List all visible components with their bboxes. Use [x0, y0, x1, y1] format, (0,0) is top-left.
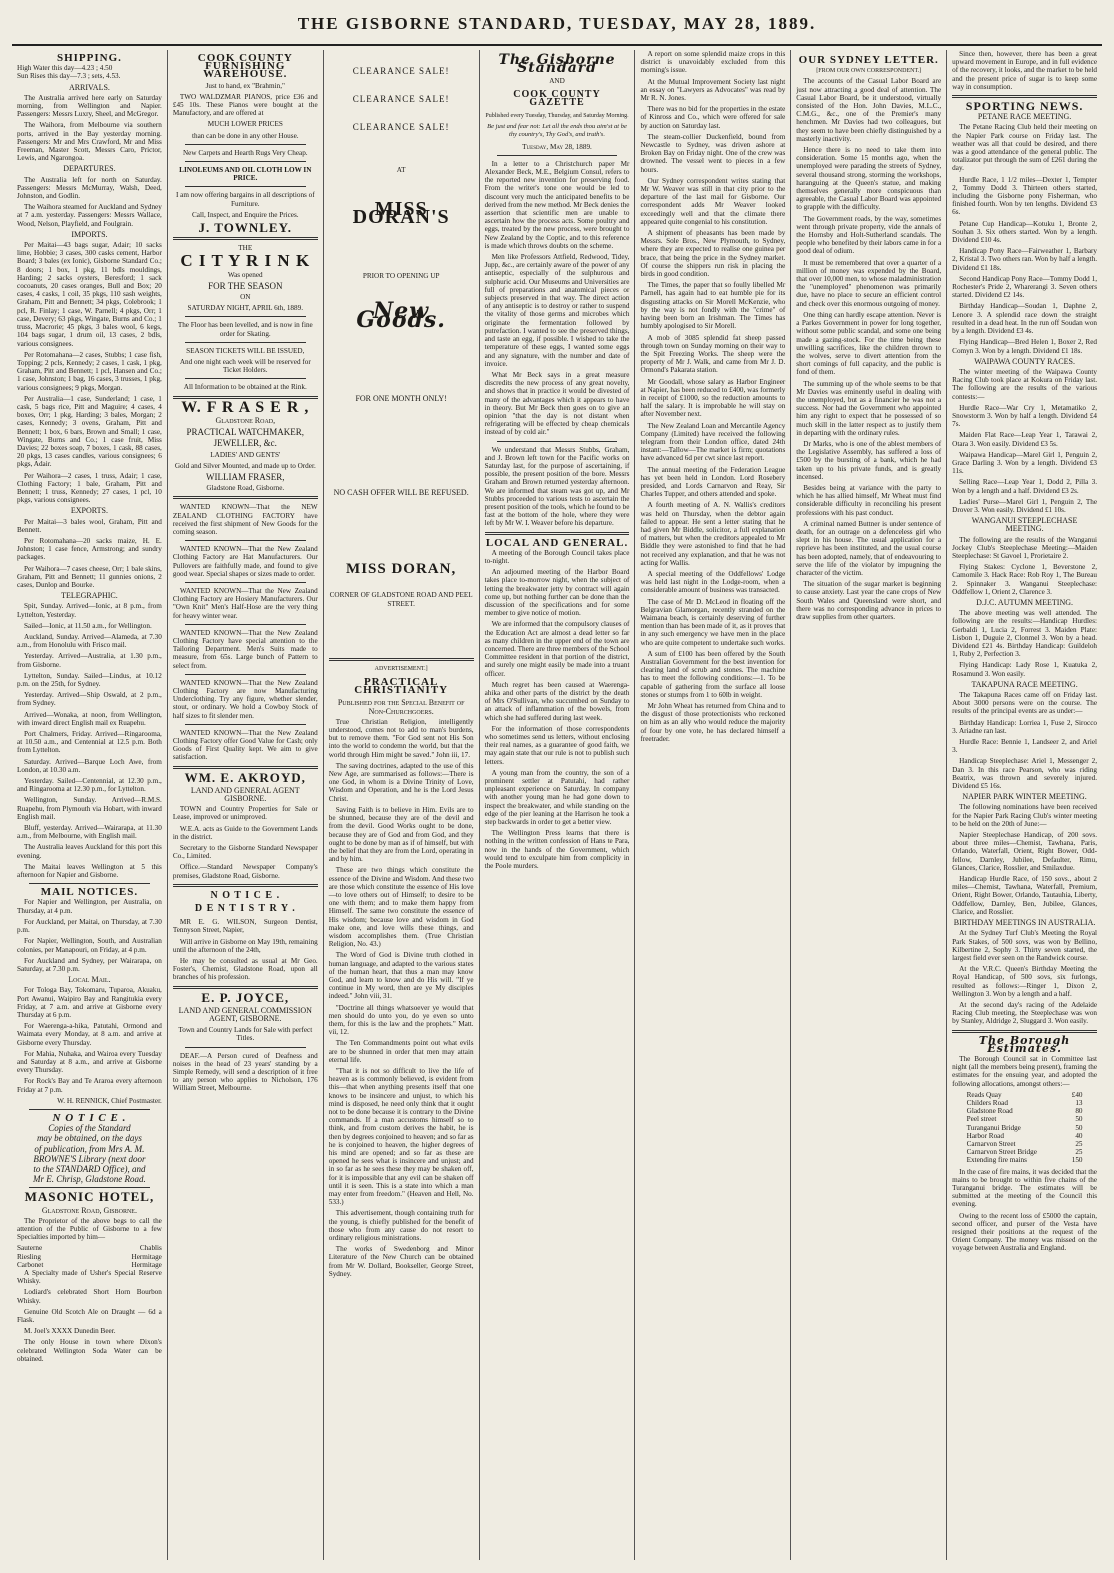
- napier-heading: NAPIER PARK WINTER MEETING.: [962, 792, 1087, 802]
- sun-times: Sun Rises this day—7.3 ; sets, 4.53.: [17, 72, 121, 81]
- divider: [185, 378, 306, 379]
- ad-line: LINOLEUMS AND OIL CLOTH LOW IN PRICE.: [179, 166, 312, 183]
- paragraph: The Waihora, from Melbourne via southern ports, arrived in the Bay yesterday morning. Passengers: Mr and Mrs Crawford, Mr and Miss Freeman, Master Scott, Messrs Caro, Prictor, Lewis, and Ngarongoa.: [17, 121, 162, 163]
- paragraph: These are two things which constitute the essence of the Divine and Wisdom. And these two are those which constitute the essence of His love—to love others out of Himself; to desire to be one with them; and to make them happy from Himself. The same two constitute the essence of His wisdom; because love and wisdom in God make one, and love wills these things, and wisdom accomplishes them. (True Christian Religion, No. 43.): [328, 866, 474, 949]
- paragraph: The Wellington Press learns that there is nothing in the written confession of Hans te Para, now in the hands of the Government, which would tend to exculpate him from complicity in the Poole murders.: [484, 829, 630, 871]
- paragraph: At the Mutual Improvement Society last night an essay on "Lawyers as Advocates" was read by Mr R. N. Jones.: [640, 77, 786, 103]
- paragraph: Wellington, Sunday. Arrived—R.M.S. Ruapehu, from Plymouth via Hobart, with inward English mail.: [17, 796, 162, 821]
- divider: [185, 186, 306, 187]
- table-row: [967, 1148, 1083, 1156]
- column-clearance-sale: [324, 50, 480, 1560]
- paragraph: Hurdle Race—War Cry 1, Metamatiko 2, Snowstorm 3. Won by half a length. Dividend £4 7s.: [952, 403, 1098, 429]
- paragraph: Per Waihora—2 cases, 1 truss, Adair; 1 case, Clothing Factory; 1 bale, Graham, Pitt and Bennett; 1 truss, Kennedy; 27 cases, 1 pcl, 10 pkgs, various consignees.: [17, 471, 162, 505]
- estimate-name: Reads Quay: [966, 1090, 1002, 1099]
- paragraph: The steam-collier Duckenfield, bound from Newcastle to Sydney, was driven ashore at Broken Bay on Friday night. One of the crew was drowned. The vessel went to pieces in a few hours.: [640, 132, 786, 174]
- paragraph: The above meeting was well attended. The following are the results:—Handicap Hurdles: Gerbaldi 1, Lucia 2, Forrest 3. Maiden Plate: Lisbon 1, Duguie 2, Clonmel 3. Won by a head. Dividend £21 4s. Birthday Handicap: Guildeloh 1, Ruby 2, Perfection 3.: [952, 609, 1098, 659]
- divider: [497, 441, 618, 442]
- ad-line: Call, Inspect, and Enquire the Prices.: [191, 210, 299, 219]
- motto: Be just and fear not: Let all the ends thou aim'st at be thy country's, Thy God's, and truth's.: [487, 123, 627, 139]
- ad-line: Town and Country Lands for Sale with perfect Titles.: [178, 1026, 313, 1043]
- high-water: High Water this day—4.23 ; 4.50: [17, 64, 113, 73]
- paragraph: Handicap Pony Race—Fairweather 1, Barbary 2, Kristal 3. Two others ran. Won by half a length. Dividend £1 18s.: [952, 247, 1098, 272]
- miss-doran-heading: MISS DORAN'S: [352, 197, 450, 229]
- paragraph: Per Rotomahana—20 sacks maize, H. E. Johnston; 1 case fence, Armstrong; and sundry packages.: [17, 536, 162, 562]
- paragraph: In a letter to a Christchurch paper Mr Alexander Beck, M.E., Belgium Consul, refers to the reported new invention for preserving food. From the writer's tone one would be led to discount very much the anticipated benefits to be derived from the new method. Mr Beck denies the assertion that scientific men are unable to ascertain how the process acts. Some poultry and eggs, treated by the new process, were brought to New Zealand by the Coptic, and to this reference is made which throws doubts on the scheme.: [484, 159, 630, 250]
- paragraph: Port Chalmers, Friday. Arrived—Ringarooma, at 10.50 a.m., and Centennial at 12.5 p.m. Both from Lyttelton.: [17, 730, 162, 755]
- paragraph: The winter meeting of the Waipawa County Racing Club took place at Kokura on Friday last. The following are the results of the various contests:—: [952, 367, 1098, 401]
- paragraph: A meeting of the Borough Council takes place to-night.: [484, 548, 630, 565]
- paragraph: Mr John Wheat has returned from China and to the disgust of those protectionists who reckoned on him as an ally who would reduce the majority of four by one vote, he has declared himself a freetrader.: [640, 702, 786, 743]
- paragraph: A criminal named Buttner is under sentence of death, for an outrage on a defenceless girl who slept in his house. The usual application for a reprieve has been instituted, and the usual course has been adopted, namely, that of endeavouring to serve the life of the violator by impugning the character of the victim.: [796, 519, 942, 577]
- column-local-news: [635, 50, 791, 1560]
- estimate-name: Harbor Road: [966, 1131, 1004, 1140]
- paragraph: The Takapuna Races came off on Friday last. About 3000 persons were on the course. The results of the principal events are as under:—: [952, 691, 1098, 716]
- ad-line: Gold and Silver Mounted, and made up to Order.: [174, 461, 316, 470]
- column-shipping: [12, 50, 168, 1560]
- paragraph: For Napier, Wellington, South, and Australian colonies, per Manapouri, on Friday, at 4 p.m.: [17, 937, 162, 954]
- paragraph: Per Australia—1 case, Sunderland; 1 case, 1 cask, 5 bags rice, Pitt and Maguire; 4 cases, 4 boxes, Orr; 1 pkg, Harding; 3 bales, Morgan; 2 cases, Kennedy; 3 ovens, Graham, Pitt and Bennett; 1 box, 6 bars, Brown and Small; 1 case, Wingate, Burns and Co.; 1 case fruit, Miss Davies; 22 boxes soap, 7 boxes, 1 cask, 88 cases, 20 pkgs, 13 cases candles, various consignees; 6 pkgs, Adair.: [17, 394, 162, 469]
- estimate-amount: 25: [1075, 1139, 1083, 1148]
- ad-line: SATURDAY NIGHT, APRIL 6th, 1889.: [187, 304, 304, 313]
- paragraph: The saving doctrines, adapted to the use of this New Age, are summarised as follows:—There is one God, in whom is a Divine Trinity of Love, Wisdom and Operation, and he is the Lord Jesus Christ.: [328, 761, 474, 803]
- paragraph: The Petane Racing Club held their meeting on the Napier Park course on Friday last. The weather was all that could be desired, and there was a good attendance of the general public. The totalizator put through the sum of £261 during the day.: [952, 123, 1098, 173]
- table-row: [967, 1107, 1083, 1115]
- paragraph: MR E. G. WILSON, Surgeon Dentist, Tennyson Street, Napier,: [172, 918, 318, 935]
- paragraph: There was no bid for the properties in the estate of Kinross and Co., which were offered for sale by auction on Saturday last.: [640, 105, 786, 130]
- paragraph: Selling Race—Leap Year 1, Dodd 2, Pilla 3. Won by a length and a half. Dividend £3 2s.: [952, 478, 1098, 495]
- ad-line: New Carpets and Hearth Rugs Very Cheap.: [182, 148, 308, 157]
- paragraph: Hurdle Race: Bennie 1, Landseer 2, and Ariel 3.: [952, 738, 1098, 755]
- local-general-heading: LOCAL AND GENERAL.: [485, 536, 629, 549]
- paragraph: A fourth meeting of A. N. Wallis's creditors was held on Thursday, when the debtor again failed to appear. He sent a letter stating that he had given Mr Biddle, solicitor, a full explanation of matters, but when the creditors appealed to Mr Biddle they were astonished to find that he had not received any explanation, and that he was not acting for Wallis.: [640, 501, 786, 567]
- notice-line: BROWNE'S Library (next door: [33, 1153, 146, 1164]
- masonic-address: Gladstone Road, Gisborne.: [41, 1205, 137, 1215]
- estimate-amount: 50: [1075, 1123, 1083, 1132]
- local-mail-heading: Local Mail.: [68, 975, 111, 985]
- masonic-hotel-heading: MASONIC HOTEL,: [24, 1189, 155, 1205]
- paragraph: At the Sydney Turf Club's Meeting the Royal Park Stakes, of 500 sovs, was won by Bellino, Kilbertine 2, Sophy 3. Thirty seven started, the largest field ever seen on the Randwick course.: [952, 929, 1098, 962]
- paragraph: Birthday Handicap—Soudan 1, Daphne 2, Lenore 3. A splendid race down the straight resulted in a dead heat. In the run off Soudan won by a length. Dividend £3 4s.: [952, 302, 1098, 336]
- paragraph: Hurdle Race, 1 1/2 miles—Dexter 1, Tempter 2, Tommy Dodd 3. Thirteen others started, including the Gisborne pony Fisherman, who finished fourth. Won by ten lengths. Dividend £3 6s.: [952, 175, 1098, 217]
- wine-list: [17, 1244, 162, 1269]
- estimate-amount: 25: [1075, 1148, 1083, 1157]
- paragraph: Petane Cup Handicap—Kotuku 1, Bronte 2, Souhan 3. Six others started. Won by a length. Dividend £10 4s.: [952, 219, 1098, 245]
- paragraph: A sum of £100 has been offered by the South Australian Government for the best invention for clearing land of scrub and stones. The machine has to meet the following conditions:—1. To be capable of gathering from the surface all loose stones or stumps from 1 to 60lb in weight.: [640, 649, 786, 699]
- borough-estimates-heading: The Borough Estimates.: [978, 1033, 1071, 1055]
- table-row: [967, 1156, 1083, 1164]
- paragraph: WANTED KNOWN—That the NEW ZEALAND CLOTHING FACTORY have received the first shipment of New Goods for the coming season.: [172, 503, 318, 536]
- clearance-line: CLEARANCE SALE!: [352, 94, 450, 105]
- paragraph: A young man from the country, the son of a prominent settler at Patutahi, had rather unpleasant experience on Saturday. In company with another young man he had gone down to inspect the breakwater, and while standing on the edge of the pier leaning at the Harrison he took a step backwards in order to get a better view.: [484, 768, 630, 827]
- paragraph: Handicap Hurdle Race, of 150 sovs., about 2 miles—Chemist, Tawhana, Waterfall, Premium, Orient, Right Bower, Orlando, Tautauhia, Liberty, Oddfellow, Darnley, Ben, Jubilee, Glances, Clarice, and Rosslier.: [952, 875, 1098, 916]
- paragraph: Per Waihora—7 cases cheese, Orr; 1 bale skins, Graham, Pitt and Bennett; 11 gunnies onions, 2 cases, Dunlop and Bourke.: [17, 564, 162, 589]
- shipping-heading: SHIPPING.: [56, 52, 122, 64]
- paragraph: He may be consulted as usual at Mr Geo. Foster's, Chemist, Gladstone Road, upon all branches of his profession.: [172, 957, 318, 982]
- paragraph: At the V.R.C. Queen's Birthday Meeting the Royal Handicap, of 500 sovs, six furlongs, resulted as follows:—Ringer 1, Dixon 2, Wellington 3. Won by a length and a half.: [952, 965, 1098, 998]
- paragraph: M. Joel's XXXX Dunedin Beer.: [24, 1327, 116, 1336]
- paragraph: DEAF.—A Person cured of Deafness and noises in the head of 23 years' standing by a Simple Remedy, will send a description of it free to any person who applies to Nicholson, 176 William Street, Melbourne.: [172, 1051, 318, 1093]
- estimate-amount: 13: [1075, 1098, 1083, 1107]
- departures-heading: DEPARTURES.: [63, 164, 116, 174]
- ad-line: SEASON TICKETS WILL BE ISSUED,: [186, 346, 305, 355]
- joyce-heading: E. P. JOYCE,: [201, 989, 290, 1005]
- paragraph: The case of Mr D. McLeod in floating off the Belgravian Glamorgan, recently stranded on the Waimana beach, is certainly deserving of further mention than has been made of it, as it proves that in any such emergency we have men in the place who are quite competent to undertake such works.: [640, 597, 786, 647]
- paragraph: Napier Steeplechase Handicap, of 200 sovs. about three miles—Chemist, Tawhana, Paris, Orlando, Waterfall, Orient, Right Bower, Odd-fellow, Darnley, Jubilee, Defaulter, Rimu, Glances, Clarice, Rosslier, and Smilaxdue.: [952, 831, 1098, 872]
- paragraph: Spit, Sunday. Arrived—Ionic, at 8 p.m., from Lyttelton, Yesterday.: [17, 602, 162, 619]
- notice-line: Mr E. Chrisp, Gladstone Road.: [33, 1174, 146, 1185]
- publication-note: Published every Tuesday, Thursday, and Saturday Morning.: [485, 113, 629, 120]
- divider: [29, 883, 150, 884]
- ad-line: Gladstone Road, Gisborne.: [206, 484, 285, 493]
- wine-item: Chablis: [139, 1244, 162, 1253]
- practical-christianity-heading: PRACTICAL CHRISTIANITY: [354, 676, 449, 697]
- table-row: [967, 1124, 1083, 1132]
- estimate-name: Carnarvon Street: [966, 1139, 1016, 1148]
- paragraph: Men like Professors Attfield, Redwood, Tidey, Jupp, &c., are certainly aware of the power of any antiseptic, especially of the sulphurous and sulphuric acid. Our Museums and Universities are full of preparations and anatomical pieces or subjects preserved in that way. The direct action of any antiseptic is to destroy or rather to suspend the vitality of those germs and microbes which originate the fermentation followed by putrefaction. I wanted to see the preserved things, and taste an egg, if possible. I wished to take the temperature of these eggs, I wanted some eggs and any signature, with the number and date of invoice.: [484, 253, 630, 368]
- wine-item: Riesling: [17, 1252, 41, 1261]
- paragraph: A shipment of pheasants has been made by Messrs. Sole Bros., New Plymouth, to Sydney, where they are expected to realise one guinea per brace, that being the price in the Sydney market. Of course the shippers run risk in placing the birds in good condition.: [640, 229, 786, 279]
- estimate-name: Gladstone Road: [966, 1107, 1013, 1116]
- paragraph: For Tologa Bay, Tokomaru, Tuparoa, Akuaku, Port Awanui, Waipiro Bay and Rangitukia every Friday, at 7 a.m. and arrive at Gisborne every Thursday at 6 p.m.: [17, 986, 162, 1019]
- paragraph: True Christian Religion, intelligently understood, comes not to add to man's burdens, but to remove them. "For God sent not His Son into the world to condemn the world, but that the world through Him might be saved." John iii, 17.: [328, 717, 474, 759]
- paragraph: The Australia left for north on Saturday. Passengers: Messrs McMurray, Walsh, Deed, Johnston, and Godlin.: [17, 175, 162, 201]
- paragraph: One thing can hardly escape attention. Never is a Parkes Government in power for long together, without some public scandal, and some one being made a gazing-stock. For the time being these unwilling sacrifices, like the children thrown to the wolves, serve to divert attention from the short comings of full capacity, and the public is fond of them.: [796, 310, 942, 377]
- paragraph: Sailed—Ionic, at 11.50 a.m., for Wellington.: [24, 621, 152, 630]
- paragraph: The summing up of the whole seems to be that Mr Davies was eminently useful in dealing with the unemployed, but as a financier he was not a success. Nor had the Government who appointed him any right to expect that he possessed of so much skill in the latter respect as to justify them in departing with the ordinary rules.: [796, 379, 942, 437]
- paragraph: For Rock's Bay and Te Araroa every afternoon Friday at 7 p.m.: [17, 1077, 162, 1094]
- cook-county-heading: COOK COUNTY FURNISHING WAREHOUSE.: [197, 52, 293, 81]
- divider: [497, 155, 618, 156]
- column-editorial: [480, 50, 636, 1560]
- paragraph: Saturday. Arrived—Barque Loch Awe, from London, at 10.30 a.m.: [17, 757, 162, 774]
- takapuna-heading: TAKAPUNA RACE MEETING.: [971, 679, 1078, 689]
- notice-line: of publication, from Mrs A. M.: [34, 1143, 145, 1154]
- paragraph: This advertisement, though containing truth for the young, is chiefly published for the benefit of those who from any cause do not resort to ordinary religious ministrations.: [328, 1209, 474, 1243]
- divider: [185, 624, 306, 625]
- paragraph: The Australia leaves Auckland for this port this evening.: [17, 843, 162, 860]
- paragraph: The works of Swedenborg and Minor Literature of the New Church can be obtained from Mr W. Dollard, Bookseller, George Street, Sydney.: [328, 1245, 474, 1278]
- paragraph: We understand that Messrs Stubbs, Graham, and J. Brown left town for the Pacific works on Saturday last, for the purpose of ascertaining, if possible, the present position of the bore. Messrs Graham and Brown returned yesterday afternoon. We are informed that steam was got up, and Mr Stubbs proceeded to various tests to ascertain the present position of the tools, which he found to be fast at the bottom of the hole, where they were left by Mr W. I. Weaver before his departure.: [484, 445, 630, 528]
- paragraph: For Mahia, Nuhaka, and Wairoa every Tuesday and Saturday at 8 a.m., and arrive at Gisborne every Thursday.: [17, 1049, 162, 1075]
- table-row: [967, 1091, 1083, 1099]
- paragraph: The accounts of the Casual Labor Board are just now attracting a good deal of attention. The Casual Labor Board, be it understood, virtually consisted of the Hon. John Davies, M.L.C., C.M.G., &c., one of the Premier's many henchmen. Mr Davies had two colleagues, but they seem to have been chiefly distinguished by a masterly inactivity.: [796, 77, 942, 143]
- practical-subheading: Published for the Special Benefit of Non-Churchgoers.: [337, 698, 465, 716]
- wine-item: Carbonet: [17, 1260, 44, 1269]
- paragraph: Saving Faith is to believe in Him. Evils are to be shunned, because they are of the devil and from the devil. Good Works ought to be done, because they are of God and from God, and they ought to be done by man as if of himself, but with the belief that they are from the Lord, operating in and by him.: [328, 805, 474, 864]
- notice-heading: N O T I C E .: [52, 1111, 127, 1124]
- ad-line: MUCH LOWER PRICES: [207, 120, 283, 129]
- divider: [173, 884, 318, 887]
- paragraph: For Auckland and Sydney, per Wairarapa, on Saturday, at 7.30 p.m.: [17, 956, 162, 973]
- paragraph: Office.—Standard Newspaper Company's premises, Gladstone Road, Gisborne.: [172, 863, 318, 880]
- paragraph: Secretary to the Gisborne Standard Newspaper Co., Limited.: [172, 844, 318, 861]
- ad-line: FOR ONE MONTH ONLY!: [355, 393, 447, 403]
- divider: [173, 237, 318, 240]
- paragraph: Flying Handicap: Lady Rose 1, Kuatuka 2, Rosamund 3. Won easily.: [952, 661, 1098, 678]
- divider: [173, 496, 318, 499]
- paragraph: Lodiard's celebrated Short Horn Bourbon Whisky.: [17, 1288, 162, 1305]
- paragraph: Hence there is no need to take them into consideration. Some 15 months ago, when the unemployed were parading the streets of Sydney, several thousand strong, storming the workshops, haranguing at the Queen's statue, and making themselves generally more conspicuous than agreeable, the Casual Labor Board was appointed to grapple with the difficulty.: [796, 146, 942, 212]
- paragraph: A report on some splendid maize crops in this district is unavoidably excluded from this morning's issue.: [640, 50, 786, 75]
- column-sporting: [947, 50, 1102, 1560]
- sydney-letter-heading: OUR SYDNEY LETTER.: [798, 54, 939, 66]
- paragraph: WANTED KNOWN—That the New Zealand Clothing Factory offer Good Value for Cash; only Goods of First Quality kept. We aim to give satisfaction.: [172, 728, 318, 762]
- paragraph: WANTED KNOWN—That the New Zealand Clothing Factory are Hat Manufacturers. Our Pullovers are faithfully made, and found to give good wear. Special shapes or sizes made to order.: [172, 545, 318, 578]
- paragraph: "Doctrine all things whatsoever ye would that men should do unto you, do ye even so unto them, for this is the law and the prophets." Matt. vii, 12.: [328, 1003, 474, 1037]
- ad-line: All Information to be obtained at the Rink.: [183, 383, 307, 392]
- fraser-address: Gladstone Road,: [215, 415, 276, 425]
- paragraph: W.E.A. acts as Guide to the Government Lands in the district.: [172, 824, 318, 841]
- paragraph: Since then, however, there has been a great upward movement in Europe, and in full evidence of the recovery, it looks, and the market to be held and the present price of sugar is to keep some way in consumption.: [952, 50, 1098, 91]
- paragraph: TOWN and Country Properties for Sale or Lease, improved or unimproved.: [172, 805, 318, 822]
- divider: [185, 582, 306, 583]
- paragraph: Ladies' Purse—Marel Girl 1, Penguin 2, The Drover 3. Won easily. Dividend £1 10s.: [952, 497, 1098, 514]
- estimate-name: Turanganui Bridge: [966, 1123, 1021, 1132]
- paragraph: Dr Marks, who is one of the ablest members of the Legislative Assembly, has suffered a loss of £500 by the bursting of a bank, which he had taken up to his private funds, and is greatly incensed.: [796, 439, 942, 481]
- city-rink-heading: C I T Y R I N K: [180, 251, 311, 271]
- paragraph: Will arrive in Gisborne on May 19th, remaining until the afternoon of the 24th,: [172, 937, 318, 954]
- paragraph: WANTED KNOWN—That the New Zealand Clothing Factory have special attention to the Tailoring Department. Men's Suits made to measure, from 65s. Large bunch of Pattern to select from.: [172, 628, 318, 670]
- paragraph: The Word of God is Divine truth clothed in human language, and adapted to the various states of the human heart, that thus a man may know God, and learn to know and do His will. "If ye continue in My word, then are ye My disciples indeed." John viii, 31.: [328, 951, 474, 1001]
- paragraph: The Waihora steamed for Auckland and Sydney at 7 a.m. yesterday. Passengers: Messrs Wallace, Wood, Nelson, Playfield, and Foulgrain.: [17, 203, 162, 228]
- paragraph: The New Zealand Loan and Mercantile Agency Company (Limited) have received the following telegram from their London office, dated 24th instant:—Tallow—The market is firm; quotations have advanced 6d per cwt since last report.: [640, 421, 786, 463]
- ad-line: PRIOR TO OPENING UP: [362, 272, 440, 281]
- paragraph: The Borough Council sat in Committee last night (all the members being present), framing the estimates for the ensuing year, and adopted the following allocations, amongst others:—: [952, 1054, 1098, 1088]
- paragraph: A Specialty made of Usher's Special Reserve Whisky.: [17, 1269, 162, 1286]
- paragraph: Auckland, Sunday. Arrived—Alameda, at 7.30 a.m., from Honolulu with Frisco mail.: [17, 633, 162, 650]
- paper-subtitle: COOK COUNTY GAZETTE: [513, 88, 601, 108]
- estimate-amount: 150: [1071, 1156, 1083, 1165]
- estimate-amount: 50: [1075, 1115, 1083, 1124]
- paragraph: The Proprietor of the above begs to call the attention of the Public of Gisborne to a few Specialties imported by him—: [17, 1216, 162, 1242]
- paragraph: Arrived—Wonaka, at noon, from Wellington, with inward direct English mail ex Ruapehu.: [17, 710, 162, 727]
- imports-heading: IMPORTS.: [71, 229, 108, 239]
- divider: [173, 986, 318, 989]
- paragraph: Maiden Flat Race—Leap Year 1, Tarawai 2, Otara 3. Won easily. Dividend £3 5s.: [952, 431, 1098, 448]
- paragraph: For Waerenga-a-hika, Patutahi, Ormond and Waimata every Monday, at 8 a.m. and arrive at Gisborne every Thursday.: [17, 1022, 162, 1047]
- paragraph: Birthday Handicap: Lorriea 1, Fuse 2, Sirocco 3. Ariadne ran last.: [952, 718, 1098, 735]
- columns: [12, 50, 1102, 1560]
- postmaster-signature: W. H. RENNICK, Chief Postmaster.: [57, 1096, 162, 1105]
- divider: [185, 724, 306, 725]
- paragraph: For Napier and Wellington, per Australia, on Thursday, at 4 p.m.: [17, 898, 162, 915]
- paragraph: An adjourned meeting of the Harbor Board takes place to-morrow night, when the subject of letting the breakwater jetty by contract will again come up, but nothing further can be done than the discussion of the specifications and for some member to give notice of motion.: [484, 568, 630, 618]
- divider: [185, 161, 306, 162]
- divider: [485, 532, 630, 535]
- divider: [185, 144, 306, 145]
- wanganui-heading: WANGANUI STEEPLECHASE MEETING.: [971, 516, 1078, 534]
- divider: [185, 1047, 306, 1048]
- ad-line: WILLIAM FRASER,: [206, 471, 285, 482]
- wine-item: Sauterne: [17, 1244, 43, 1253]
- paragraph: At the second day's racing of the Adelaide Racing Club meeting, the Steeplechase was won by Stanley, Aldridge 2, Sluggard 3. Won easily.: [952, 1000, 1098, 1026]
- ad-line: Just to hand, ex "Brahmin,": [205, 81, 285, 90]
- paragraph: Lyttelton, Sunday. Sailed—Lindus, at 10.12 p.m. on the 25th, for Sydney.: [17, 671, 162, 689]
- birthday-heading: BIRTHDAY MEETINGS IN AUSTRALIA.: [953, 918, 1096, 928]
- paragraph: Second Handicap Pony Race—Tommy Dodd 1, Rochester's Pride 2, Wharerangi 3. Seven others started. Dividend £2 14s.: [952, 274, 1098, 300]
- paragraph: Much regret has been caused at Waerenga-ahika and other parts of the district by the death of Mrs O'Sullivan, who succumbed on Sunday to an attack of inflammation of the bowels, from which she had suffered during last week.: [484, 680, 630, 722]
- ad-line: FOR THE SEASON: [208, 280, 283, 291]
- paragraph: What Mr Beck says in a great measure discredits the new process of any great novelty, and shows that in practice it would be divested of many of the advantages which it appears to have in theory. But Mr Beck then goes on to give an opinion "that the day is not distant when refrigerating will be effected by cheap chemicals instead of by cold air.": [484, 370, 630, 437]
- divider: [29, 1187, 150, 1188]
- divider: [952, 1030, 1097, 1033]
- ad-line: The Floor has been levelled, and is now in fine order for Skating.: [177, 321, 313, 338]
- estimate-amount: 40: [1075, 1131, 1083, 1140]
- paragraph: The only House in town where Dixon's celebrated Wellington Soda Water can be obtained.: [17, 1338, 162, 1363]
- divider: [29, 1109, 150, 1110]
- paragraph: Yesterday. Arrived—Ship Oswald, at 2 p.m., from Sydney.: [17, 691, 162, 708]
- advert-label: ADVERTISEMENT.]: [374, 665, 428, 672]
- ad-line: And one night each week will be reserved for Ticket Holders.: [179, 358, 311, 375]
- joyce-subheading: LAND AND GENERAL COMMISSION AGENT, GISBORNE.: [178, 1005, 312, 1024]
- paragraph: The following are the results of the Wanganui Jockey Club's Steeplechase Meeting:—Maiden Steeplechase: St Gavoel 1, Prorietaire 2.: [952, 535, 1098, 560]
- ad-line: Was opened: [227, 270, 263, 279]
- ad-line: AND: [549, 77, 565, 86]
- estimate-name: Extending fire mains: [966, 1156, 1027, 1165]
- paragraph: Bluff, yesterday. Arrived—Wairarapa, at 11.30 a.m., from Melbourne, with English mail.: [17, 824, 162, 841]
- paragraph: For the information of those correspondents who sometimes send us letters, without enclosing their real names, as a guarantee of good faith, we may again state that our rule is not to publish such letters.: [484, 724, 630, 766]
- paragraph: TWO WALDZMAR PIANOS, price £36 and £45 10s. These Pianos were bought at the Manufactory, and are offered at: [172, 92, 318, 118]
- divider: [173, 766, 318, 769]
- estimate-name: Childers Road: [966, 1098, 1008, 1107]
- ad-line: than can be done in any other House.: [191, 131, 299, 140]
- estimates-table: [967, 1091, 1083, 1165]
- paragraph: Mr Goodall, whose salary as Harbor Engineer at Napier, has been reduced to £400, was formerly in receipt of £1000, so the reduction amounts to half the salary. It is improbable he will stay on after November next.: [640, 377, 786, 419]
- divider: [185, 342, 306, 343]
- djc-heading: D.J.C. AUTUMN MEETING.: [976, 597, 1074, 607]
- clearance-line: CLEARANCE SALE!: [352, 122, 450, 133]
- ad-line: LADIES' AND GENTS': [210, 450, 281, 459]
- paragraph: The Australia arrived here early on Saturday morning, from Wellington and Napier. Passengers: Messrs Luxry, Sheel, and McGregor.: [17, 93, 162, 119]
- paragraph: Owing to the recent loss of £5000 the captain, second officer, and purser of the Vesta have resigned their positions at the request of the Orient Company. The money was missed on the voyage between Australia and England.: [952, 1211, 1098, 1253]
- table-row: [967, 1140, 1083, 1148]
- ad-line: ON: [240, 293, 251, 302]
- akroyd-heading: WM. E. AKROYD,: [184, 769, 306, 785]
- divider: [185, 540, 306, 541]
- paragraph: Yesterday. Sailed—Centennial, at 12.30 p.m., and Ringarooma at 12.30 p.m., for Lyttelton.: [17, 777, 162, 794]
- paragraph: Yesterday. Arrived—Australia, at 1.30 p.m., from Gisborne.: [17, 652, 162, 669]
- issue-date: Tuesday, May 28, 1889.: [522, 142, 592, 151]
- mail-notices-heading: MAIL NOTICES.: [40, 886, 139, 899]
- ad-line: THE: [238, 244, 253, 253]
- paragraph: Our Sydney correspondent writes stating that Mr W. Weaver was still in that city prior to the departure of the last mail for Gisborne. Our correspondent adds Mr Weaver looked exceedingly well and that the climate there appeared quite congenial to his constitution.: [640, 176, 786, 226]
- ad-line: NO CASH OFFER WILL BE REFUSED.: [333, 488, 469, 498]
- divider: [185, 316, 306, 317]
- exports-heading: EXPORTS.: [70, 506, 108, 516]
- masthead-title: THE GISBORNE STANDARD, TUESDAY, MAY 28, 1889.: [297, 14, 817, 33]
- ad-line: CORNER OF GLADSTONE ROAD AND PEEL STREET.: [329, 591, 473, 608]
- akroyd-subheading: LAND AND GENERAL AGENT GISBORNE.: [190, 785, 300, 803]
- column-advertisements: [168, 50, 324, 1560]
- townley-signature: J. TOWNLEY.: [198, 220, 293, 236]
- paragraph: Per Maitai—43 bags sugar, Adair; 10 sacks lime, Hobbie; 3 cases, 300 casks cement, Harbor Board; 3 bales (ex Ionic), Gisborne Standard Co.; 8 doors; 1 box, 1 pkg, 11 bdls mouldings, Harding; 2 sacks oysters, Beresford; 1 sack cocoanuts, 20 cases oranges, Bull and Box; 20 cases, 4 casks, 1 coil, 35 pkgs, 110 sash weights, Graham, Pitt and Bennett; 34 pkgs, Colebrook; 1 pcl, R. Finlay; 1 case, W. Parnell; 4 pkgs, Orr; 1 case, Devery; 63 pkgs, Wingate, Burns and Co.; 1 truss, Macrorie; 45 pkgs, 3 bales wool, 6 kegs, 104 bags sugar, 1 drum oil, 13 cases, 2 bdls, various consignees.: [17, 241, 162, 348]
- paragraph: The Maitai leaves Wellington at 5 this afternoon for Napier and Gisborne.: [17, 862, 162, 880]
- table-row: [967, 1132, 1083, 1140]
- paragraph: In the case of fire mains, it was decided that the mains to be brought to within five chains of the Turanganui bridge. The estimates will be submitted at the meeting of the Council this evening.: [952, 1167, 1098, 1209]
- divider: [952, 95, 1097, 98]
- paragraph: Flying Handicap—Bred Helen 1, Boxer 2, Red Comyn 3. Won by a length. Dividend £1 18s.: [952, 338, 1098, 355]
- fraser-heading: W. F R A S E R ,: [181, 398, 310, 416]
- waipawa-heading: WAIPAWA COUNTY RACES.: [974, 356, 1075, 366]
- paragraph: A mob of 3085 splendid fat sheep passed through town on Sunday morning on their way to the Spit Freezing Works. The sheep were the property of Mr J. Walk, and came from Mr J. D. Ormond's Pakarata station.: [640, 333, 786, 375]
- ad-line: PRACTICAL WATCHMAKER,: [186, 427, 305, 438]
- paragraph: It must be remembered that over a quarter of a million of money was expended by the Board, that over 10,000 men, to whose maladministration the "unemployed" phenomenon was primarily due, have no place to secure an efficient control and check over this enormous outgoing of money.: [796, 258, 942, 308]
- notice-line: may be obtained, on the days: [36, 1133, 142, 1144]
- estimate-name: Peel street: [966, 1115, 997, 1124]
- divider: [329, 658, 474, 661]
- arrivals-heading: ARRIVALS.: [68, 82, 110, 92]
- paragraph: Besides being at variance with the party to which he has allied himself, Mr Wheat must find considerable difficulty in reconciling his present professions with his past conduct.: [796, 483, 942, 517]
- table-row: [967, 1099, 1083, 1107]
- sporting-news-heading: SPORTING NEWS.: [965, 99, 1084, 114]
- column-sydney-letter: [791, 50, 947, 1560]
- sydney-letter-byline: [FROM OUR OWN CORRESPONDENT.]: [816, 68, 922, 75]
- notice-line: Copies of the Standard: [48, 1123, 131, 1134]
- paragraph: The annual meeting of the Federation League has yet been held in London. Lord Rosebery presided, and Lords Carnarvon and Reay, Sir Charles Tupper, and others attended and spoke.: [640, 465, 786, 499]
- masthead: [12, 14, 1102, 46]
- paragraph: The Times, the paper that so foully libelled Mr Parnell, has again had to eat humble pie for its disgusting attacks on Sir Morell McKenzie, who by the way is not fondly with the "crime" of having been born an Irishman. The Times has humbly apologised to Sir Morell.: [640, 281, 786, 331]
- paragraph: A special meeting of the Oddfellows' Lodge was held last night in the Lodge-room, when a considerable amount of business was transacted.: [640, 569, 786, 595]
- wine-item: Hermitage: [131, 1260, 162, 1269]
- paragraph: We are informed that the compulsory clauses of the Education Act are almost a dead letter so far as many children in the upper end of the town are concerned. There are three members of the School Committee resident in that portion of the district, and surely one might easily be made into a truant officer.: [484, 620, 630, 678]
- dentistry-heading: D E N T I S T R Y .: [194, 903, 296, 915]
- paragraph: For Auckland, per Maitai, on Thursday, at 7.30 p.m.: [17, 917, 162, 935]
- divider: [185, 674, 306, 675]
- telegraphic-heading: TELEGRAPHIC.: [61, 591, 118, 601]
- paragraph: Waipawa Handicap—Marel Girl 1, Penguin 2, Grace Darling 3. Won by a length. Dividend £3 11s.: [952, 450, 1098, 476]
- paragraph: WANTED KNOWN—That the New Zealand Clothing Factory are now Manufacturing Underclothing. Try any figure, whether slender, stout, or ordinary. We hold a Cowboy Stock of half sizes to fit slender men.: [172, 678, 318, 720]
- ad-line: JEWELLER, &c.: [213, 438, 277, 449]
- paragraph: The Ten Commandments point out what evils are to be shunned in order that men may attain eternal life.: [328, 1039, 474, 1064]
- paragraph: The situation of the sugar market is beginning to cause anxiety. Last year the cane crops of New South Wales and Queensland were short, and there was no corresponding advance in prices to draw supplies from other quarters.: [796, 580, 942, 621]
- ad-line: AT: [396, 165, 406, 174]
- clearance-line: CLEARANCE SALE!: [352, 66, 450, 76]
- paragraph: Handicap Steeplechase: Ariel 1, Messenger 2, Dan 3. In this race Pearson, who was riding Beatrix, was thrown and severely injured. Dividend £5 16s.: [952, 757, 1098, 791]
- estimate-name: Carnarvon Street Bridge: [966, 1148, 1037, 1157]
- wine-item: Hermitage: [131, 1252, 162, 1261]
- notice-line: to the STANDARD Office), and: [33, 1163, 146, 1174]
- paper-title: The Gisborne Standard: [498, 52, 616, 77]
- estimate-amount: £40: [1071, 1090, 1083, 1099]
- notice-heading: N O T I C E .: [210, 889, 281, 901]
- ad-line: I am now offering bargains in all descriptions of Furniture.: [175, 191, 315, 208]
- miss-doran-signature: MISS DORAN,: [346, 561, 457, 578]
- paragraph: WANTED KNOWN—That the New Zealand Clothing Factory are Hosiery Manufacturers. Our "Own Knit" Men's Half-Hose are the very thing for heavy winter wear.: [172, 586, 318, 620]
- petane-heading: PETANE RACE MEETING.: [977, 112, 1072, 122]
- paragraph: Genuine Old Scotch Ale on Draught — 6d a Flask.: [17, 1307, 162, 1325]
- paragraph: "That it is not so difficult to live the life of heaven as is commonly believed, is evident from this—that when anything presents itself that one knows to be insincere and unjust, to which his mind is disposed, he need only think that it ought not to be done because it is contrary to the Divine commands. If a man accustoms himself so to think, and from custom derives the habit, he is then by degrees conjoined to heaven; and so far as he is conjoined to heaven, the higher degrees of his mind are opened; and so far as these are opened he sees what is insincere and unjust; and in so far as he sees these they may be shaken off, for it is impossible that any evil can be shaken off until it is seen. This is a state into which a man may enter from freedom." (Heaven and Hell, No. 533.): [328, 1066, 474, 1207]
- paragraph: The Government roads, by the way, sometimes went through private property, vide the annals of the Hornsby and Holt-Sutherland scandals. The people who benefited by their labors came in for a good deal of odium.: [796, 214, 942, 256]
- paragraph: Flying Stakes: Cyclone 1, Beverstone 2, Camomile 3. Hack Race: Rob Roy 1, The Bureau 2. Spinnaker 3. Wanganui Steeplechase: Oddfellow 1, Orient 2, Clarence 3.: [952, 563, 1098, 596]
- paragraph: Per Rotomahana—2 cases, Stubbs; 1 case fish, Topping; 2 pcls, Kennedy; 2 cases, 1 cask, 1 pkg, Graham, Pitt and Bennett; 1 pcl, Hansen and Co.; 1 case, Johnston; 1 bag, 16 cases, 3 trusses, 1 pkg, various consignees; 9 pkgs, Morgan.: [17, 350, 162, 392]
- estimate-amount: 80: [1075, 1107, 1083, 1116]
- paragraph: The following nominations have been received for the Napier Park Racing Club's winter meeting to be held on the 20th of June:—: [952, 803, 1098, 828]
- table-row: [967, 1115, 1083, 1123]
- paragraph: Per Maitai—3 bales wool, Graham, Pitt and Bennett.: [17, 517, 162, 534]
- new-goods-heading: New Goods.: [356, 298, 446, 333]
